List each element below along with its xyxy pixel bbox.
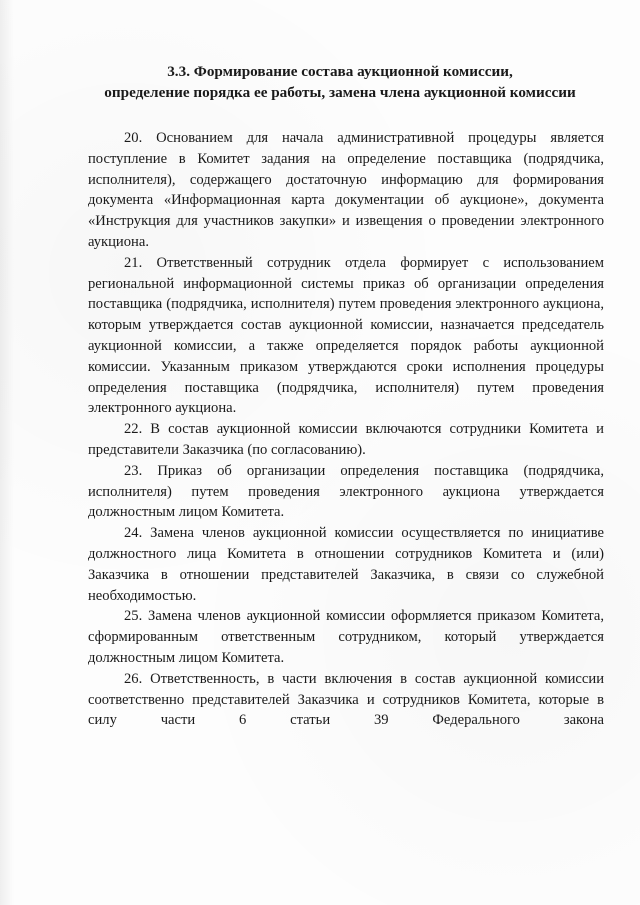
- scan-edge-shadow: [0, 0, 14, 905]
- document-body: [88, 128, 604, 731]
- section-heading: [80, 61, 600, 103]
- section-heading-line-2: определение порядка ее работы, замена члена аукционной комиссии: [104, 84, 576, 101]
- paragraph-23: 23. Приказ об организации определения поставщика (подрядчика, исполнителя) путем проведения электронного аукциона утверждается должностным лицом Комитета.: [88, 462, 604, 521]
- paragraph-26: 26. Ответственность, в части включения в состав аукционной комиссии соответственно представителей Заказчика и сотрудников Комитета, которые в силу части 6 статьи 39 Федерального закона: [88, 670, 604, 729]
- paragraph-22: 22. В состав аукционной комиссии включаются сотрудники Комитета и представители Заказчика (по согласованию).: [88, 421, 604, 458]
- paragraph-25: 25. Замена членов аукционной комиссии оформляется приказом Комитета, сформированным ответственным сотрудником, который утверждается должностным лицом Комитета.: [88, 608, 604, 666]
- paragraph-24: 24. Замена членов аукционной комиссии осуществляется по инициативе должностного лица Комитета в отношении сотрудников Комитета и (или) Заказчика в отношении представителей Заказчика, в связи со служебной необходимостью.: [88, 525, 604, 604]
- paragraph-21: 21. Ответственный сотрудник отдела формирует с использованием региональной информационной системы приказ об организации определения поставщика (подрядчика, исполнителя) путем проведения электронного аукциона, которым утверждается состав аукционной комиссии, назначается председатель аукционной комиссии, а также определяется порядок работы аукционной комиссии. Указанным приказом утверждаются сроки исполнения процедуры определения поставщика (подрядчика, исполнителя) путем проведения электронного аукциона.: [88, 254, 604, 417]
- section-heading-line-1: 3.3. Формирование состава аукционной комиссии,: [167, 63, 513, 80]
- paragraph-20: 20. Основанием для начала административной процедуры является поступление в Комитет задания на определение поставщика (подрядчика, исполнителя), содержащего достаточную информацию для формирования документа «Информационная карта документации об аукционе», документа «Инструкция для участников закупки» и извещения о проведении электронного аукциона.: [88, 130, 604, 250]
